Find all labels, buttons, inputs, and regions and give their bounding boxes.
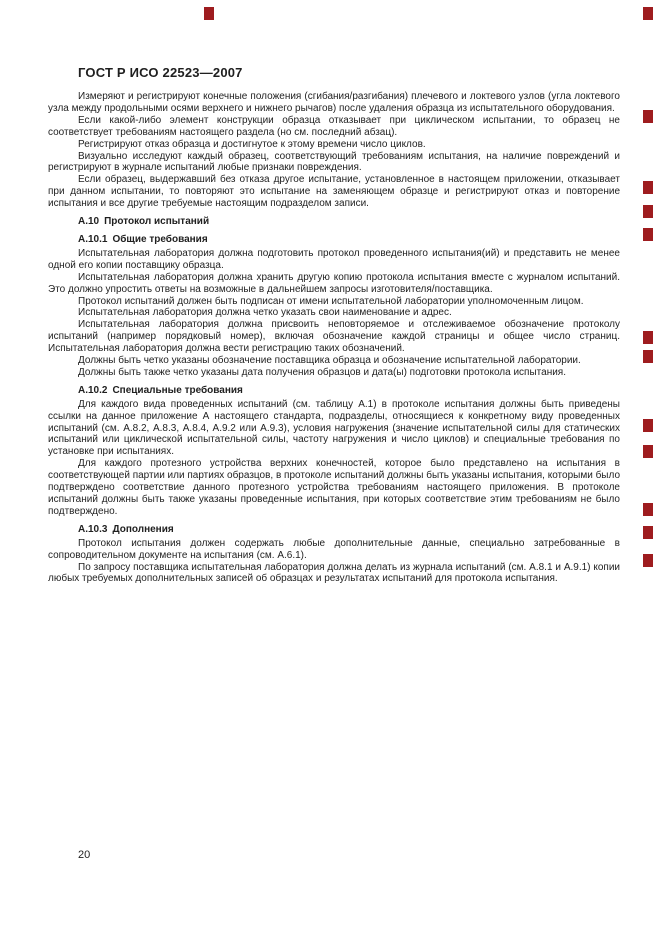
- section-heading-a10-2: А.10.2 Специальные требования: [78, 384, 243, 396]
- red-scan-mark: [643, 228, 653, 241]
- paragraph-dates: Должны быть также четко указаны дата получения образцов и дата(ы) подготовки протокола испытания.: [78, 366, 566, 378]
- red-scan-mark: [643, 110, 653, 123]
- paragraph-unique-designation: Испытательная лаборатория должна присвоить неповторяемое и отслеживаемое обозначение протоколу испытаний (например порядковый номер), включая обозначение каждой страницы и общее число страниц. Испытательная лаборатория должна вести регистрацию таких обозначений.: [48, 319, 620, 355]
- section-heading-a10-1: А.10.1 Общие требования: [78, 233, 208, 245]
- red-scan-mark: [643, 503, 653, 516]
- section-heading-a10: А.10 Протокол испытаний: [78, 216, 210, 228]
- red-scan-mark: [643, 7, 653, 20]
- red-scan-mark: [643, 526, 653, 539]
- paragraph-prosthetic-devices: Для каждого протезного устройства верхних конечностей, которое было представлено на испытания в соответствующей партии или партиях образцов, в протоколе испытаний должны быть указаны испытания, которыми было подтверждено соответствие данного протезного устройства требованиям настоящего приложения. В протоколе испытаний должны быть также указаны проведенные испытания, при которых соответствие этим требованиям не было подтверждено.: [48, 458, 621, 517]
- red-scan-mark: [643, 419, 653, 432]
- paragraph-lab-keep-copy: Испытательная лаборатория должна хранить другую копию протокола испытания вместе с журналом испытаний. Это должно упростить ответы на возможные в дальнейшем запросы изготовителя/поставщика.: [48, 271, 620, 295]
- red-scan-mark: [643, 205, 653, 218]
- section-heading-a10-3: А.10.3 Дополнения: [78, 523, 174, 535]
- red-scan-mark: [643, 445, 653, 458]
- paragraph-test-references: Для каждого вида проведенных испытаний (см. таблицу А.1) в протоколе испытания должны быть приведены ссылки на данное приложение А настоящего стандарта, подразделы, относящиеся к конкретному виду проведенных испытаний (см. А.8.2, А.8.3, А.8.4, А.9.2 или А.9.3), условия нагружения (значение испытательной силы для статических испытаний или циклической испытательной силы, частоту нагружения и число циклов) и специальные требования по установке при испытаниях.: [48, 398, 620, 458]
- paragraph-visual-inspection: Визуально исследуют каждый образец, соответствующий требованиям испытания, на наличие повреждений и регистрируют в журнале испытаний любые признаки повреждения.: [48, 150, 620, 174]
- paragraph-lab-name-address: Испытательная лаборатория должна четко указать свои наименование и адрес.: [78, 307, 452, 319]
- red-scan-mark: [643, 554, 653, 567]
- paragraph-retest-replacement: Если образец, выдержавший без отказа другое испытание, установленное в настоящем приложении, отказывает при данном испытании, то повторяют это испытание на заменяющем образце и регистрируют отказ и повторение испытания и все другие требуемые настоящим подразделом записи.: [48, 174, 620, 210]
- paragraph-register-cycles: Регистрируют отказ образца и достигнутое к этому времени число циклов.: [78, 138, 426, 150]
- red-scan-mark: [643, 181, 653, 194]
- paragraph-additional-data: Протокол испытания должен содержать любые дополнительные данные, специально затребованные в сопроводительном документе на испытания (см. А.6.1).: [48, 537, 620, 561]
- paragraph-supplier-designation: Должны быть четко указаны обозначение поставщика образца и обозначение испытательной лаборатории.: [78, 355, 581, 367]
- page-number: 20: [78, 849, 91, 861]
- red-scan-mark: [643, 331, 653, 344]
- paragraph-cyclic-failure: Если какой-либо элемент конструкции образца отказывает при циклическом испытании, то образец не соответствует требованиям настоящего раздела (но см. последний абзац).: [48, 114, 620, 138]
- document-body: [48, 91, 620, 585]
- paragraph-lab-prepare-protocol: Испытательная лаборатория должна подготовить протокол проведенного испытания(ий) и представить не менее одной его копии поставщику образца.: [48, 247, 620, 271]
- paragraph-measure-positions: Измеряют и регистрируют конечные положения (сгибания/разгибания) плечевого и локтевого узлов (угла локтевого узла между продольными осями верхнего и нижнего рычагов) после удаления образца из испытательного оборудования.: [48, 91, 620, 114]
- paragraph-protocol-signed: Протокол испытаний должен быть подписан от имени испытательной лаборатории уполномоченным лицом.: [78, 295, 584, 307]
- red-scan-mark: [204, 7, 214, 20]
- paragraph-copies-on-request: По запросу поставщика испытательная лаборатория должна делать из журнала испытаний (см. А.8.1 и А.9.1) копии любых требуемых дополнительных записей об образцах и результатах испытаний для протокола испытания.: [48, 561, 620, 585]
- red-scan-mark: [643, 350, 653, 363]
- document-title: ГОСТ Р ИСО 22523—2007: [78, 65, 243, 80]
